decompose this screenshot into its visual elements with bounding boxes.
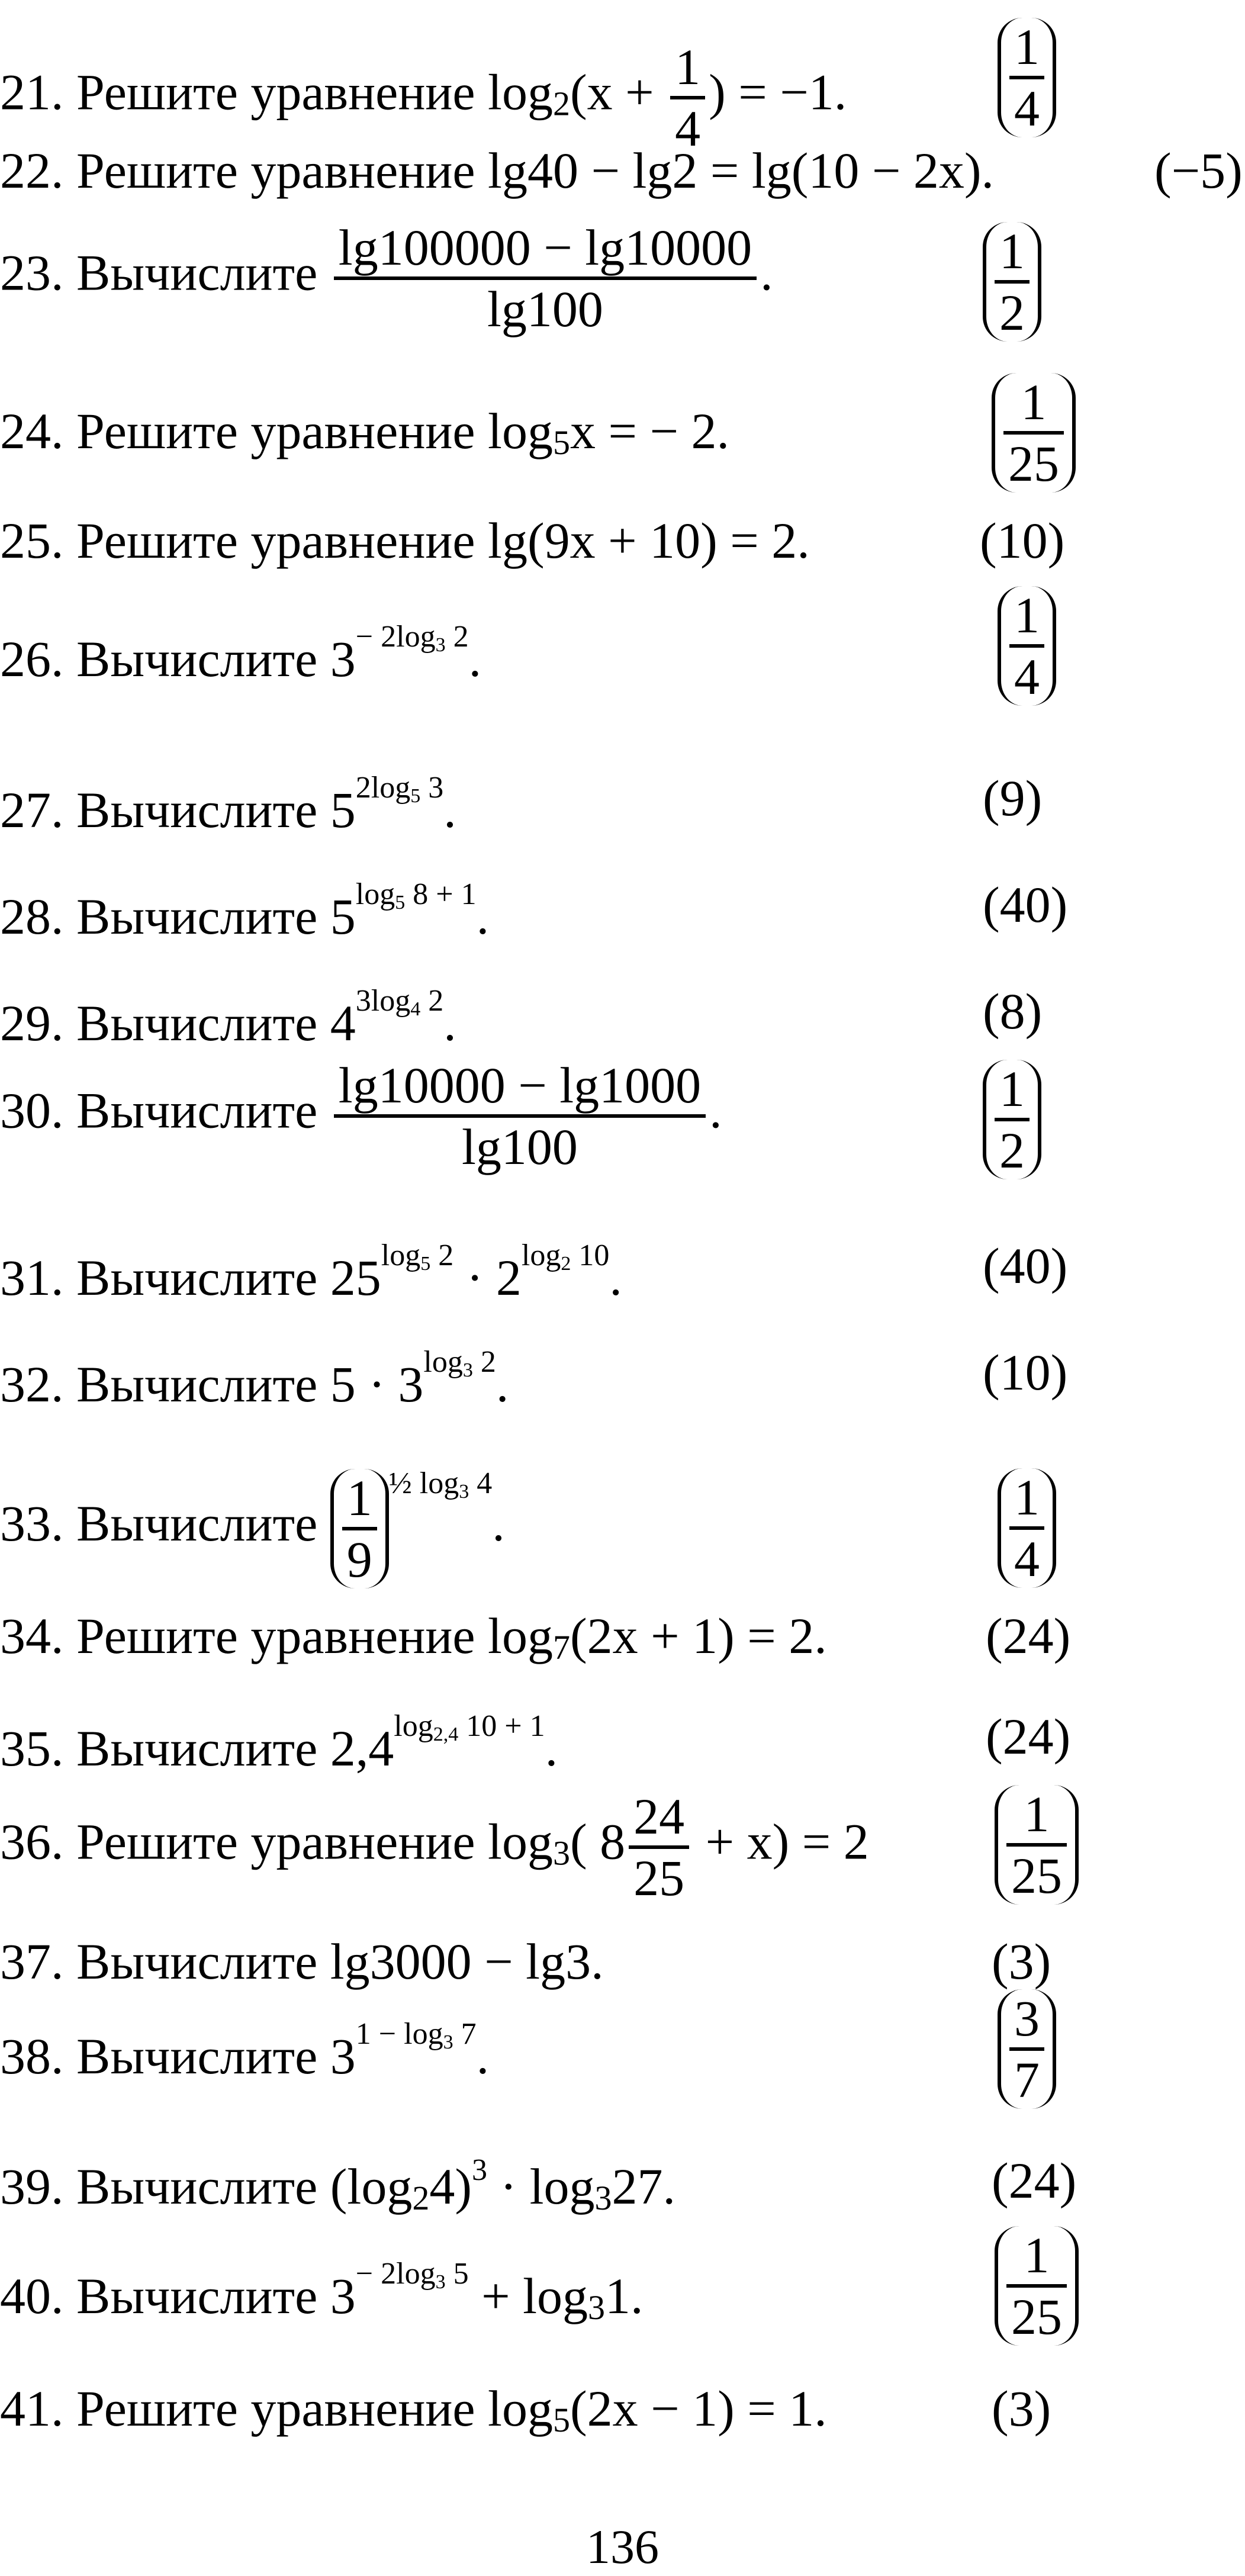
answer: (40) [983, 1237, 1068, 1294]
exercise-number: 28. [0, 888, 64, 945]
answer: (−5) [1154, 142, 1243, 199]
exercise-number: 31. [0, 1249, 64, 1306]
exercise-number: 26. [0, 631, 64, 687]
exercise-number: 25. [0, 512, 64, 569]
answer: (24) [986, 1708, 1071, 1765]
exercise-number: 36. [0, 1813, 64, 1870]
exercise-number: 32. [0, 1356, 64, 1413]
answer: (10) [983, 1344, 1068, 1401]
exercise-number: 27. [0, 782, 64, 838]
answer: (10) [980, 512, 1065, 569]
answer: (9) [983, 770, 1043, 826]
exercise-number: 23. [0, 244, 64, 301]
exercise-number: 38. [0, 2028, 64, 2085]
page-number: 136 [586, 2520, 659, 2574]
textbook-page: 21. Решите уравнение log2(x + $\frac{1}{4}$ ) = −1. $\frac{1}{4}$ 22. Решите уравнение lg40 − lg2 = lg(10 − 2x). (−5) 23. Вычислите $\frac{\lg 100000 - \lg 10000}{\lg 100}$ . $\frac{1}{2}$ 24. Решите уравнение log5x = − 2. $\frac{1}{25}$ 25. Решите уравнение lg(9x + 10) = 2. (10) 26. Вычислите $3^{- 2log3 2}$. $\frac{1}{4}$ 27. Вычислите $5^{2log5 3}$. (9) 28. Вычислите $5^{log5 8 + 1}$. (40) 29. Вычислите $4^{3log4 2}$. (8) 30. Вычислите $\frac{\lg 10000 - \lg 1000}{\lg 100}$ . $\frac{1}{2}$ 31. Вычислите $25^{log5 2} \cdot 2^{log2 10}$. (40) 32. Вычислите $5 \cdot 3^{log3 2}$. (10) 33. Вычислите $\frac{1}{9}$ $^{\frac{1}{2} log3 4}$. $\frac{1}{4}$ 34. Решите уравнение log7(2x + 1) = 2. (24) 35. Вычислите $2,4^{log2,4 10 + 1}$. (24) 36. Решите уравнение log3( 8 $\frac{24}{25}$ + x) = 2 $\frac{1}{25}$ 37. Вычислите lg3000 − lg3. (3) 38. Вычислите $3^{1 - log3 7}$. $\frac{3}{7}$ 39. Вычислите $(\log 24)^3 \cdot \log 327$. (24) 40. Вычислите $3^{- 2log3 5} + \log 31$. $\frac{1}{25}$ 41. Решите уравнение log5(2x − 1) = 1. (3) 136 [0, 0, 1245, 2576]
exercise-number: 29. [0, 995, 64, 1051]
answer: (24) [992, 2152, 1077, 2209]
answer: $\frac{1}{4}$ [998, 18, 1056, 137]
answer: (3) [992, 2380, 1051, 2437]
exercise-number: 35. [0, 1720, 64, 1777]
exercise-number: 40. [0, 2268, 64, 2324]
answer: $\frac{1}{4}$ [998, 1468, 1056, 1588]
fraction: $\frac{24}{25}$ [629, 1791, 689, 1903]
fraction: $\frac{\lg 100000 - \lg 10000}{\lg 100}$ [334, 222, 757, 335]
exercise-number: 21. [0, 63, 64, 121]
exercise-number: 34. [0, 1607, 64, 1664]
answer: $\frac{1}{2}$ [983, 1060, 1041, 1179]
answer: (3) [992, 1933, 1051, 1990]
answer: (24) [986, 1607, 1071, 1664]
answer: (8) [983, 983, 1043, 1040]
answer: $\frac{3}{7}$ [998, 1989, 1056, 2109]
answer: $\frac{1}{4}$ [998, 586, 1056, 706]
answer: $\frac{1}{25}$ [995, 2226, 1079, 2346]
exercise-number: 39. [0, 2158, 64, 2215]
answer: (40) [983, 876, 1068, 933]
exercise-number: 37. [0, 1933, 64, 1990]
exercise-number: 33. [0, 1495, 64, 1552]
exercise-number: 41. [0, 2380, 64, 2437]
parenthesized-fraction: $\frac{1}{9}$ [330, 1469, 389, 1588]
answer: $\frac{1}{25}$ [992, 373, 1076, 493]
answer: $\frac{1}{2}$ [983, 222, 1041, 342]
exercise-number: 24. [0, 403, 64, 459]
exercise-number: 30. [0, 1082, 64, 1139]
answer: $\frac{1}{25}$ [995, 1785, 1079, 1905]
fraction: $\frac{1}{4}$ [670, 41, 705, 154]
fraction: $\frac{\lg 10000 - \lg 1000}{\lg 100}$ [334, 1060, 706, 1172]
exercise-number: 22. [0, 142, 64, 199]
